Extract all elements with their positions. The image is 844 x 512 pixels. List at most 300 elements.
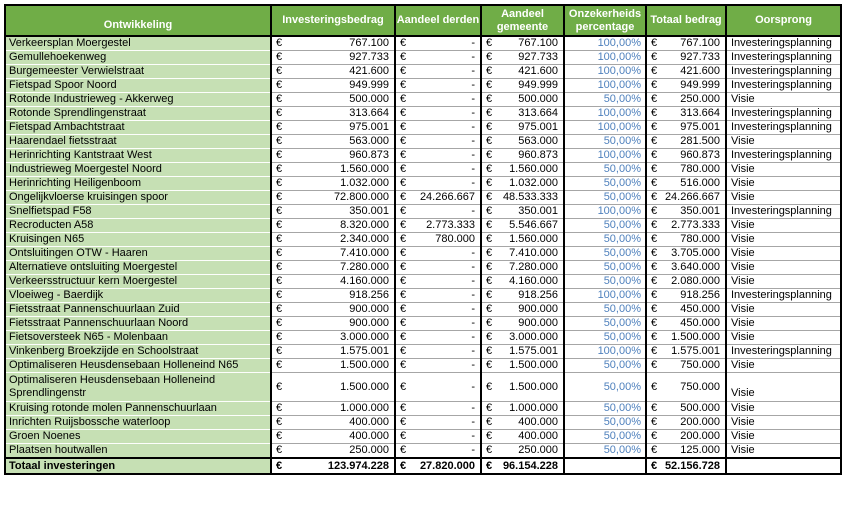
cell-totaal-bedrag[interactable] <box>646 458 726 474</box>
cell-totaal-bedrag[interactable] <box>646 121 726 135</box>
cell-investeringsbedrag[interactable] <box>271 121 395 135</box>
cell-oorsprong[interactable]: Investeringsplanning <box>726 205 841 219</box>
accounting-format-value <box>272 261 394 274</box>
table-row <box>5 205 841 219</box>
cell-onzekerheids-percentage[interactable]: 50,00% <box>564 331 646 345</box>
cell-ontwikkeling[interactable]: Kruisingen N65 <box>5 233 271 247</box>
cell-oorsprong[interactable]: Visie <box>726 416 841 430</box>
cell-investeringsbedrag[interactable] <box>271 331 395 345</box>
cell-oorsprong[interactable]: Investeringsplanning <box>726 51 841 65</box>
cell-aandeel-gemeente[interactable] <box>481 373 564 402</box>
amount: 918.256 <box>680 289 720 301</box>
table-row <box>5 36 841 51</box>
cell-oorsprong[interactable]: Visie <box>726 93 841 107</box>
cell-ontwikkeling[interactable]: Inrichten Ruijsbossche waterloop <box>5 416 271 430</box>
cell-aandeel-gemeente[interactable] <box>481 402 564 416</box>
cell-aandeel-derden[interactable] <box>395 233 481 247</box>
table-row <box>5 79 841 93</box>
col-header-totaal-bedrag[interactable]: Totaal bedrag <box>646 5 726 36</box>
cell-oorsprong[interactable]: Investeringsplanning <box>726 79 841 93</box>
amount: 1.032.000 <box>340 177 389 189</box>
accounting-format-value <box>647 107 725 120</box>
amount: - <box>471 317 475 329</box>
cell-ontwikkeling[interactable]: Recroducten A58 <box>5 219 271 233</box>
cell-aandeel-gemeente[interactable] <box>481 135 564 149</box>
euro-symbol: € <box>276 163 283 175</box>
cell-ontwikkeling[interactable]: Vloeiweg - Baerdijk <box>5 289 271 303</box>
cell-ontwikkeling[interactable]: Vinkenberg Broekzijde en Schoolstraat <box>5 345 271 359</box>
cell-onzekerheids-percentage[interactable]: 100,00% <box>564 65 646 79</box>
cell-investeringsbedrag[interactable] <box>271 261 395 275</box>
amount: 918.256 <box>518 289 558 301</box>
col-header-oorsprong[interactable]: Oorsprong <box>726 5 841 36</box>
cell-totaal-bedrag[interactable] <box>646 191 726 205</box>
cell-aandeel-gemeente[interactable] <box>481 219 564 233</box>
cell-oorsprong[interactable]: Visie <box>726 219 841 233</box>
investment-table-container <box>4 4 840 475</box>
euro-symbol: € <box>400 359 407 371</box>
cell-ontwikkeling[interactable]: Haarendael fietsstraat <box>5 135 271 149</box>
cell-aandeel-derden[interactable] <box>395 373 481 402</box>
amount: 1.575.001 <box>509 345 558 357</box>
cell-onzekerheids-percentage[interactable]: 50,00% <box>564 191 646 205</box>
cell-investeringsbedrag[interactable] <box>271 51 395 65</box>
cell-aandeel-gemeente[interactable] <box>481 205 564 219</box>
cell-oorsprong[interactable]: Visie <box>726 303 841 317</box>
cell-totaal-bedrag[interactable] <box>646 205 726 219</box>
cell-totaal-bedrag[interactable] <box>646 373 726 402</box>
accounting-format-value <box>482 233 563 246</box>
cell-onzekerheids-percentage[interactable]: 100,00% <box>564 289 646 303</box>
cell-oorsprong[interactable]: Investeringsplanning <box>726 107 841 121</box>
cell-totaal-bedrag[interactable] <box>646 65 726 79</box>
cell-totaal-bedrag[interactable] <box>646 317 726 331</box>
cell-oorsprong-empty[interactable] <box>726 458 841 474</box>
cell-totaal-bedrag[interactable] <box>646 51 726 65</box>
cell-ontwikkeling[interactable]: Rotonde Sprendlingenstraat <box>5 107 271 121</box>
cell-onzekerheids-percentage[interactable]: 100,00% <box>564 107 646 121</box>
cell-ontwikkeling[interactable]: Snelfietspad F58 <box>5 205 271 219</box>
cell-investeringsbedrag[interactable] <box>271 444 395 459</box>
cell-investeringsbedrag[interactable] <box>271 149 395 163</box>
cell-onzekerheids-percentage[interactable]: 100,00% <box>564 121 646 135</box>
amount: 2.773.333 <box>671 219 720 231</box>
cell-aandeel-derden[interactable] <box>395 135 481 149</box>
accounting-format-value <box>482 416 563 429</box>
amount: - <box>471 359 475 371</box>
amount: - <box>471 261 475 273</box>
cell-oorsprong[interactable]: Visie <box>726 191 841 205</box>
cell-aandeel-gemeente[interactable] <box>481 79 564 93</box>
cell-totaal-bedrag[interactable] <box>646 107 726 121</box>
cell-oorsprong[interactable]: Investeringsplanning <box>726 36 841 51</box>
col-header-onzekerheids-percentage[interactable]: Onzekerheids percentage <box>564 5 646 36</box>
cell-aandeel-gemeente[interactable] <box>481 233 564 247</box>
cell-oorsprong[interactable]: Visie <box>726 261 841 275</box>
cell-onzekerheids-percentage[interactable]: 50,00% <box>564 219 646 233</box>
cell-oorsprong[interactable]: Visie <box>726 444 841 459</box>
cell-totaal-bedrag[interactable] <box>646 247 726 261</box>
cell-aandeel-derden[interactable] <box>395 261 481 275</box>
cell-aandeel-derden[interactable] <box>395 444 481 459</box>
cell-oorsprong[interactable]: Visie <box>726 135 841 149</box>
cell-totaal-bedrag[interactable] <box>646 430 726 444</box>
cell-ontwikkeling[interactable]: Optimaliseren Heusdensebaan Holleneind Sprendlingenstr <box>5 373 271 402</box>
euro-symbol: € <box>276 65 283 77</box>
cell-investeringsbedrag[interactable] <box>271 345 395 359</box>
cell-investeringsbedrag[interactable] <box>271 303 395 317</box>
cell-ontwikkeling[interactable]: Ontsluitingen OTW - Haaren <box>5 247 271 261</box>
cell-ontwikkeling[interactable]: Burgemeester Verwielstraat <box>5 65 271 79</box>
cell-aandeel-gemeente[interactable] <box>481 345 564 359</box>
euro-symbol: € <box>276 261 283 273</box>
cell-investeringsbedrag[interactable] <box>271 373 395 402</box>
cell-aandeel-derden[interactable] <box>395 205 481 219</box>
cell-onzekerheids-percentage[interactable]: 50,00% <box>564 233 646 247</box>
cell-ontwikkeling[interactable]: Gemullehoekenweg <box>5 51 271 65</box>
cell-oorsprong[interactable]: Investeringsplanning <box>726 149 841 163</box>
euro-symbol: € <box>276 51 283 63</box>
cell-totaal-bedrag[interactable] <box>646 416 726 430</box>
amount: - <box>471 430 475 442</box>
cell-aandeel-gemeente[interactable] <box>481 163 564 177</box>
euro-symbol: € <box>651 107 658 119</box>
col-header-investeringsbedrag[interactable]: Investeringsbedrag <box>271 5 395 36</box>
cell-onzekerheids-percentage[interactable]: 100,00% <box>564 79 646 93</box>
cell-investeringsbedrag[interactable] <box>271 135 395 149</box>
euro-symbol: € <box>276 430 283 442</box>
cell-ontwikkeling[interactable]: Fietsoversteek N65 - Molenbaan <box>5 331 271 345</box>
cell-aandeel-derden[interactable] <box>395 303 481 317</box>
cell-ontwikkeling[interactable]: Rotonde Industrieweg - Akkerweg <box>5 93 271 107</box>
cell-oorsprong[interactable]: Investeringsplanning <box>726 65 841 79</box>
cell-investeringsbedrag[interactable] <box>271 177 395 191</box>
cell-onzekerheids-percentage[interactable]: 50,00% <box>564 303 646 317</box>
cell-aandeel-gemeente[interactable] <box>481 121 564 135</box>
cell-onzekerheids-percentage-empty[interactable] <box>564 458 646 474</box>
cell-aandeel-gemeente[interactable] <box>481 359 564 373</box>
table-row <box>5 219 841 233</box>
cell-onzekerheids-percentage[interactable]: 50,00% <box>564 135 646 149</box>
cell-oorsprong[interactable]: Investeringsplanning <box>726 121 841 135</box>
cell-aandeel-derden[interactable] <box>395 331 481 345</box>
accounting-format-value <box>482 149 563 162</box>
cell-ontwikkeling[interactable]: Groen Noenes <box>5 430 271 444</box>
cell-aandeel-derden[interactable] <box>395 247 481 261</box>
cell-investeringsbedrag[interactable] <box>271 289 395 303</box>
cell-aandeel-derden[interactable] <box>395 149 481 163</box>
euro-symbol: € <box>651 444 658 456</box>
cell-aandeel-derden[interactable] <box>395 317 481 331</box>
accounting-format-value <box>272 205 394 218</box>
accounting-format-value <box>396 331 480 344</box>
cell-aandeel-derden[interactable] <box>395 51 481 65</box>
euro-symbol: € <box>486 191 493 203</box>
amount: 421.600 <box>680 65 720 77</box>
cell-aandeel-derden[interactable] <box>395 65 481 79</box>
amount: 1.575.001 <box>671 345 720 357</box>
amount: 949.999 <box>680 79 720 91</box>
cell-aandeel-gemeente[interactable] <box>481 107 564 121</box>
cell-onzekerheids-percentage[interactable]: 100,00% <box>564 51 646 65</box>
cell-onzekerheids-percentage[interactable]: 50,00% <box>564 93 646 107</box>
euro-symbol: € <box>276 191 283 203</box>
cell-oorsprong[interactable]: Visie <box>726 373 841 402</box>
euro-symbol: € <box>400 149 407 161</box>
accounting-format-value <box>647 219 725 232</box>
cell-onzekerheids-percentage[interactable]: 100,00% <box>564 345 646 359</box>
cell-aandeel-derden[interactable] <box>395 430 481 444</box>
cell-onzekerheids-percentage[interactable]: 50,00% <box>564 163 646 177</box>
amount: - <box>471 289 475 301</box>
cell-oorsprong[interactable]: Visie <box>726 163 841 177</box>
col-header-ontwikkeling[interactable]: Ontwikkeling <box>5 5 271 36</box>
cell-ontwikkeling[interactable]: Herinrichting Kantstraat West <box>5 149 271 163</box>
cell-oorsprong[interactable]: Visie <box>726 331 841 345</box>
accounting-format-value <box>647 149 725 162</box>
cell-investeringsbedrag[interactable] <box>271 247 395 261</box>
cell-investeringsbedrag[interactable] <box>271 416 395 430</box>
cell-ontwikkeling[interactable]: Fietspad Ambachtstraat <box>5 121 271 135</box>
accounting-format-value <box>272 416 394 429</box>
accounting-format-value <box>647 121 725 134</box>
cell-investeringsbedrag[interactable] <box>271 191 395 205</box>
accounting-format-value <box>272 149 394 162</box>
euro-symbol: € <box>651 303 658 315</box>
cell-aandeel-derden[interactable] <box>395 219 481 233</box>
cell-aandeel-gemeente[interactable] <box>481 303 564 317</box>
euro-symbol: € <box>486 163 493 175</box>
cell-totaal-bedrag[interactable] <box>646 135 726 149</box>
cell-investeringsbedrag[interactable] <box>271 359 395 373</box>
cell-aandeel-gemeente[interactable] <box>481 430 564 444</box>
cell-investeringsbedrag[interactable] <box>271 79 395 93</box>
cell-investeringsbedrag[interactable] <box>271 163 395 177</box>
accounting-format-value <box>396 303 480 316</box>
amount: 7.280.000 <box>509 261 558 273</box>
euro-symbol: € <box>651 380 658 393</box>
accounting-format-value <box>272 331 394 344</box>
cell-investeringsbedrag[interactable] <box>271 430 395 444</box>
cell-investeringsbedrag[interactable] <box>271 93 395 107</box>
cell-ontwikkeling[interactable]: Ongelijkvloerse kruisingen spoor <box>5 191 271 205</box>
cell-onzekerheids-percentage[interactable]: 100,00% <box>564 149 646 163</box>
cell-totaal-bedrag[interactable] <box>646 36 726 51</box>
amount: - <box>471 149 475 161</box>
euro-symbol: € <box>400 51 407 63</box>
cell-aandeel-derden[interactable] <box>395 163 481 177</box>
euro-symbol: € <box>486 65 493 77</box>
cell-aandeel-derden[interactable] <box>395 191 481 205</box>
cell-ontwikkeling[interactable]: Verkeersplan Moergestel <box>5 36 271 51</box>
cell-aandeel-derden[interactable] <box>395 416 481 430</box>
cell-aandeel-gemeente[interactable] <box>481 416 564 430</box>
cell-ontwikkeling[interactable]: Fietsstraat Pannenschuurlaan Noord <box>5 317 271 331</box>
accounting-format-value <box>396 345 480 358</box>
cell-oorsprong[interactable]: Investeringsplanning <box>726 345 841 359</box>
cell-oorsprong[interactable]: Visie <box>726 402 841 416</box>
cell-onzekerheids-percentage[interactable]: 50,00% <box>564 275 646 289</box>
col-header-aandeel-derden[interactable]: Aandeel derden <box>395 5 481 36</box>
cell-oorsprong[interactable]: Visie <box>726 177 841 191</box>
amount: - <box>471 177 475 189</box>
cell-aandeel-derden[interactable] <box>395 402 481 416</box>
table-row <box>5 51 841 65</box>
cell-aandeel-derden[interactable] <box>395 36 481 51</box>
cell-totaal-bedrag[interactable] <box>646 163 726 177</box>
cell-oorsprong[interactable]: Visie <box>726 233 841 247</box>
cell-totaal-bedrag[interactable] <box>646 219 726 233</box>
cell-aandeel-gemeente[interactable] <box>481 51 564 65</box>
cell-investeringsbedrag[interactable] <box>271 317 395 331</box>
cell-aandeel-derden[interactable] <box>395 289 481 303</box>
cell-investeringsbedrag[interactable] <box>271 402 395 416</box>
accounting-format-value <box>272 317 394 330</box>
accounting-format-value <box>272 219 394 232</box>
cell-aandeel-gemeente[interactable] <box>481 275 564 289</box>
cell-onzekerheids-percentage[interactable]: 100,00% <box>564 205 646 219</box>
cell-totaal-bedrag[interactable] <box>646 177 726 191</box>
euro-symbol: € <box>400 317 407 329</box>
cell-investeringsbedrag[interactable] <box>271 219 395 233</box>
table-row <box>5 289 841 303</box>
euro-symbol: € <box>651 430 658 442</box>
amount: 1.560.000 <box>340 163 389 175</box>
cell-investeringsbedrag[interactable] <box>271 233 395 247</box>
cell-totaal-bedrag[interactable] <box>646 261 726 275</box>
cell-onzekerheids-percentage[interactable]: 50,00% <box>564 402 646 416</box>
cell-onzekerheids-percentage[interactable]: 50,00% <box>564 247 646 261</box>
amount: 750.000 <box>680 380 720 393</box>
cell-aandeel-derden[interactable] <box>395 79 481 93</box>
cell-aandeel-gemeente[interactable] <box>481 289 564 303</box>
cell-ontwikkeling[interactable]: Kruising rotonde molen Pannenschuurlaan <box>5 402 271 416</box>
euro-symbol: € <box>276 380 283 393</box>
cell-investeringsbedrag[interactable] <box>271 107 395 121</box>
cell-aandeel-gemeente[interactable] <box>481 247 564 261</box>
cell-oorsprong[interactable]: Visie <box>726 275 841 289</box>
cell-oorsprong[interactable]: Visie <box>726 317 841 331</box>
cell-totaal-bedrag[interactable] <box>646 233 726 247</box>
cell-aandeel-derden[interactable] <box>395 359 481 373</box>
cell-aandeel-gemeente[interactable] <box>481 458 564 474</box>
cell-totaal-bedrag[interactable] <box>646 79 726 93</box>
amount: 780.000 <box>680 163 720 175</box>
cell-oorsprong[interactable]: Visie <box>726 359 841 373</box>
cell-totaal-bedrag[interactable] <box>646 289 726 303</box>
cell-aandeel-gemeente[interactable] <box>481 317 564 331</box>
cell-totaal-bedrag[interactable] <box>646 275 726 289</box>
cell-aandeel-derden[interactable] <box>395 121 481 135</box>
accounting-format-value <box>272 444 394 457</box>
euro-symbol: € <box>276 359 283 371</box>
cell-onzekerheids-percentage[interactable]: 50,00% <box>564 416 646 430</box>
cell-aandeel-gemeente[interactable] <box>481 261 564 275</box>
cell-ontwikkeling[interactable]: Plaatsen houtwallen <box>5 444 271 459</box>
cell-ontwikkeling[interactable]: Optimaliseren Heusdensebaan Holleneind N65 <box>5 359 271 373</box>
cell-aandeel-gemeente[interactable] <box>481 191 564 205</box>
cell-aandeel-gemeente[interactable] <box>481 36 564 51</box>
cell-aandeel-derden[interactable] <box>395 93 481 107</box>
cell-aandeel-gemeente[interactable] <box>481 177 564 191</box>
cell-aandeel-derden[interactable] <box>395 275 481 289</box>
cell-totaal-bedrag[interactable] <box>646 149 726 163</box>
accounting-format-value <box>482 205 563 218</box>
total-label-cell[interactable]: Totaal investeringen <box>5 458 271 474</box>
accounting-format-value <box>272 191 394 204</box>
cell-aandeel-gemeente[interactable] <box>481 65 564 79</box>
accounting-format-value <box>647 247 725 260</box>
cell-aandeel-derden[interactable] <box>395 458 481 474</box>
cell-onzekerheids-percentage[interactable]: 50,00% <box>564 261 646 275</box>
accounting-format-value <box>272 121 394 134</box>
cell-aandeel-gemeente[interactable] <box>481 444 564 459</box>
cell-ontwikkeling[interactable]: Alternatieve ontsluiting Moergestel <box>5 261 271 275</box>
cell-investeringsbedrag[interactable] <box>271 65 395 79</box>
accounting-format-value <box>396 416 480 429</box>
cell-aandeel-gemeente[interactable] <box>481 93 564 107</box>
cell-oorsprong[interactable]: Visie <box>726 247 841 261</box>
cell-aandeel-derden[interactable] <box>395 345 481 359</box>
amount: - <box>471 163 475 175</box>
cell-totaal-bedrag[interactable] <box>646 345 726 359</box>
cell-investeringsbedrag[interactable] <box>271 458 395 474</box>
cell-totaal-bedrag[interactable] <box>646 331 726 345</box>
accounting-format-value <box>272 303 394 316</box>
amount: - <box>471 303 475 315</box>
accounting-format-value <box>272 163 394 176</box>
cell-totaal-bedrag[interactable] <box>646 303 726 317</box>
cell-onzekerheids-percentage[interactable]: 100,00% <box>564 36 646 51</box>
cell-ontwikkeling[interactable]: Herinrichting Heiligenboom <box>5 177 271 191</box>
amount: 563.000 <box>349 135 389 147</box>
cell-totaal-bedrag[interactable] <box>646 359 726 373</box>
cell-aandeel-gemeente[interactable] <box>481 149 564 163</box>
amount: 2.080.000 <box>671 275 720 287</box>
amount: 200.000 <box>680 416 720 428</box>
cell-oorsprong[interactable]: Investeringsplanning <box>726 289 841 303</box>
euro-symbol: € <box>486 51 493 63</box>
cell-totaal-bedrag[interactable] <box>646 402 726 416</box>
accounting-format-value <box>272 275 394 288</box>
cell-ontwikkeling[interactable]: Fietsstraat Pannenschuurlaan Zuid <box>5 303 271 317</box>
accounting-format-value <box>482 402 563 415</box>
cell-aandeel-derden[interactable] <box>395 177 481 191</box>
accounting-format-value <box>647 331 725 344</box>
cell-onzekerheids-percentage[interactable]: 50,00% <box>564 177 646 191</box>
cell-totaal-bedrag[interactable] <box>646 93 726 107</box>
cell-onzekerheids-percentage[interactable]: 50,00% <box>564 359 646 373</box>
cell-totaal-bedrag[interactable] <box>646 444 726 459</box>
cell-aandeel-gemeente[interactable] <box>481 331 564 345</box>
cell-ontwikkeling[interactable]: Verkeersstructuur kern Moergestel <box>5 275 271 289</box>
cell-investeringsbedrag[interactable] <box>271 205 395 219</box>
cell-investeringsbedrag[interactable] <box>271 36 395 51</box>
cell-investeringsbedrag[interactable] <box>271 275 395 289</box>
cell-onzekerheids-percentage[interactable]: 50,00% <box>564 444 646 459</box>
col-header-aandeel-gemeente[interactable]: Aandeel gemeente <box>481 5 564 36</box>
cell-onzekerheids-percentage[interactable]: 50,00% <box>564 317 646 331</box>
cell-aandeel-derden[interactable] <box>395 107 481 121</box>
cell-ontwikkeling[interactable]: Fietspad Spoor Noord <box>5 79 271 93</box>
cell-oorsprong[interactable]: Visie <box>726 430 841 444</box>
table-row <box>5 247 841 261</box>
cell-onzekerheids-percentage[interactable]: 50,00% <box>564 373 646 402</box>
amount: 1.500.000 <box>509 359 558 371</box>
cell-onzekerheids-percentage[interactable]: 50,00% <box>564 430 646 444</box>
accounting-format-value <box>396 219 480 232</box>
cell-ontwikkeling[interactable]: Industrieweg Moergestel Noord <box>5 163 271 177</box>
